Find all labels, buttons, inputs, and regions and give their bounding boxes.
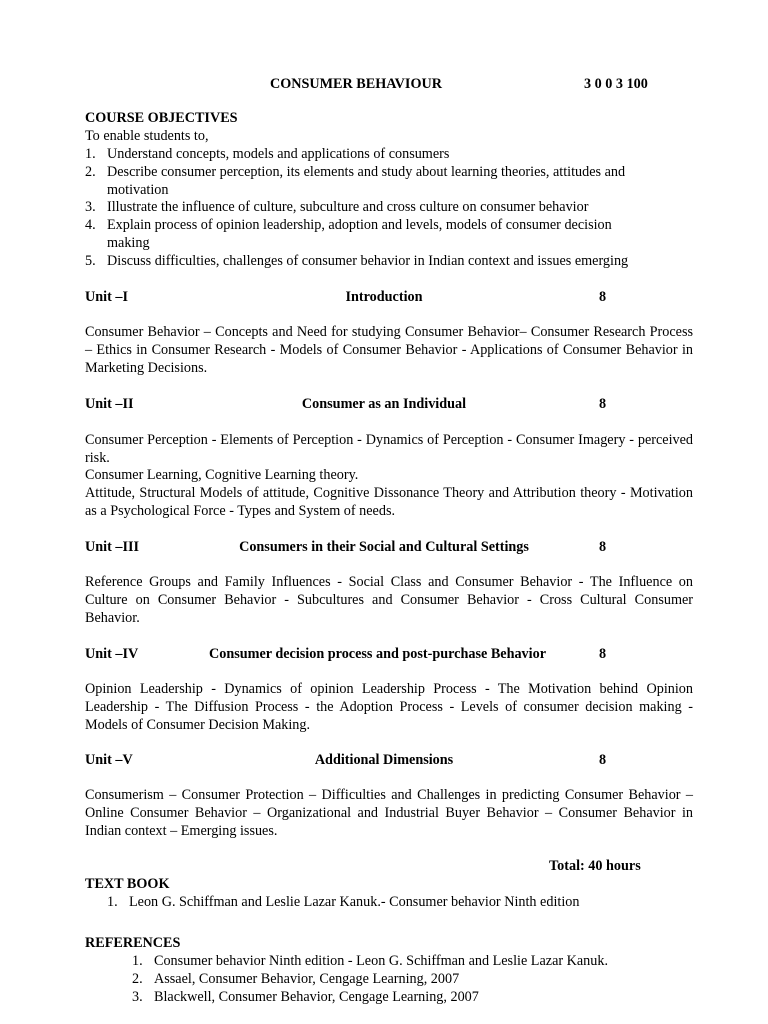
- objective-text-continued: making: [107, 235, 150, 251]
- unit-label: Unit –I: [85, 289, 128, 305]
- textbook-number: 1.: [107, 894, 118, 910]
- objective-number: 1.: [85, 146, 96, 162]
- unit-title: Consumers in their Social and Cultural Settings: [239, 539, 529, 555]
- objective-item: [85, 163, 695, 199]
- unit-label: Unit –IV: [85, 646, 139, 662]
- reference-text: Consumer behavior Ninth edition - Leon G. Schiffman and Leslie Lazar Kanuk.: [154, 953, 609, 969]
- textbook-heading: TEXT BOOK: [85, 876, 170, 892]
- unit-hours: 8: [599, 539, 607, 555]
- reference-item: [132, 952, 608, 970]
- unit-title: Additional Dimensions: [314, 752, 454, 768]
- objectives-heading: COURSE OBJECTIVES: [85, 110, 238, 126]
- unit-2-paragraph: Consumer Learning, Cognitive Learning theory.: [85, 467, 359, 483]
- unit-title: Consumer as an Individual: [301, 396, 467, 412]
- reference-text: Blackwell, Consumer Behavior, Cengage Learning, 2007: [154, 989, 479, 1005]
- objective-text-continued: motivation: [107, 182, 169, 198]
- unit-5-header: [0, 751, 768, 769]
- unit-1-paragraph: Consumer Behavior – Concepts and Need for studying Consumer Behavior– Consumer Research Process – Ethics in Consumer Research - Models of Consumer Behavior - Applications of Consumer Behavior in Marketing Decisions.: [85, 324, 693, 376]
- unit-1-header: [0, 288, 768, 306]
- objective-text: Explain process of opinion leadership, adoption and levels, models of consumer decision: [107, 217, 612, 233]
- objective-item: [85, 252, 695, 270]
- unit-label: Unit –III: [85, 539, 140, 555]
- objectives-intro: To enable students to,: [85, 128, 209, 144]
- objective-number: 3.: [85, 199, 96, 215]
- unit-hours: 8: [599, 396, 607, 412]
- unit-title: Introduction: [345, 289, 423, 305]
- unit-2-header: [0, 395, 768, 413]
- unit-hours: 8: [599, 289, 607, 305]
- unit-3-paragraph: Reference Groups and Family Influences - Social Class and Consumer Behavior - The Influence on Culture on Consumer Behavior - Subcultures and Consumer Behavior - Cross Cultural Consumer Behavior.: [85, 574, 693, 626]
- references-heading: REFERENCES: [85, 935, 181, 951]
- unit-label: Unit –V: [85, 752, 133, 768]
- textbook-item: [107, 893, 579, 911]
- course-credits: 3 0 0 3 100: [584, 76, 648, 92]
- unit-5-paragraph: Consumerism – Consumer Protection – Difficulties and Challenges in predicting Consumer Behavior – Online Consumer Behavior – Organizational and Industrial Buyer Behavior – Consumer Behavior in Indian context – Emerging issues.: [85, 787, 693, 839]
- unit-2-paragraph: Consumer Perception - Elements of Perception - Dynamics of Perception - Consumer Imagery - perceived risk.: [85, 432, 693, 466]
- objective-item: [85, 216, 695, 252]
- unit-hours: 8: [599, 646, 607, 662]
- unit-2-paragraph: Attitude, Structural Models of attitude, Cognitive Dissonance Theory and Attribution theory - Motivation as a Psychological Force - Types and System of needs.: [85, 485, 693, 519]
- unit-title: Consumer decision process and post-purchase Behavior: [209, 646, 546, 662]
- textbook-text: Leon G. Schiffman and Leslie Lazar Kanuk.- Consumer behavior Ninth edition: [129, 894, 580, 910]
- reference-item: [132, 970, 459, 988]
- unit-4-header: [0, 645, 768, 663]
- reference-text: Assael, Consumer Behavior, Cengage Learning, 2007: [154, 971, 460, 987]
- objective-number: 4.: [85, 217, 96, 233]
- objective-text: Describe consumer perception, its elements and study about learning theories, attitudes and: [107, 164, 626, 180]
- reference-number: 3.: [132, 989, 143, 1005]
- unit-3-header: [0, 538, 768, 556]
- unit-hours: 8: [599, 752, 607, 768]
- course-title: CONSUMER BEHAVIOUR: [270, 76, 442, 92]
- total-hours: Total: 40 hours: [549, 858, 641, 874]
- objective-item: [85, 145, 695, 163]
- reference-number: 1.: [132, 953, 143, 969]
- objective-text: Discuss difficulties, challenges of consumer behavior in Indian context and issues emerging: [107, 253, 629, 269]
- objective-text: Understand concepts, models and applications of consumers: [107, 146, 450, 162]
- reference-number: 2.: [132, 971, 143, 987]
- reference-item: [132, 988, 479, 1006]
- objective-number: 2.: [85, 164, 96, 180]
- unit-4-paragraph: Opinion Leadership - Dynamics of opinion Leadership Process - The Motivation behind Opinion Leadership - The Diffusion Process - the Adoption Process - Levels of consumer decision making - Models of Consumer Decision Making.: [85, 681, 693, 733]
- objective-item: [85, 198, 695, 216]
- objective-text: Illustrate the influence of culture, subculture and cross culture on consumer behavior: [107, 199, 589, 215]
- objective-number: 5.: [85, 253, 96, 269]
- unit-label: Unit –II: [85, 396, 134, 412]
